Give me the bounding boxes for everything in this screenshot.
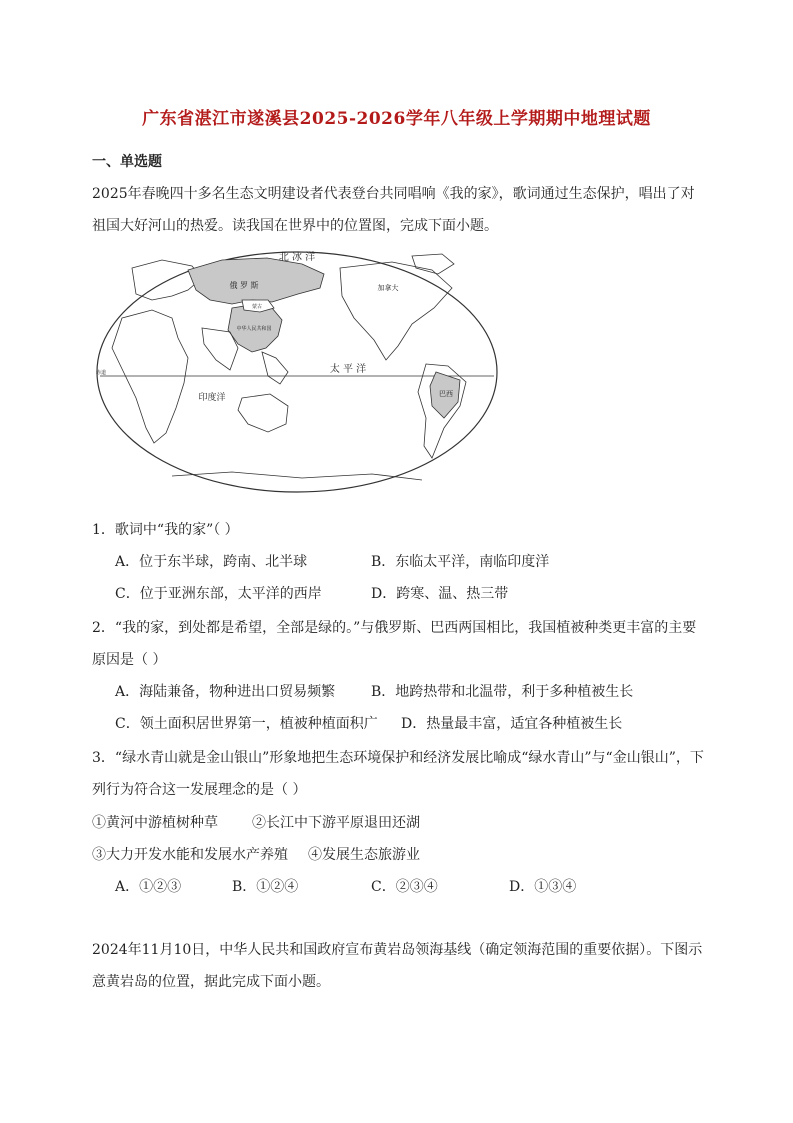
label-brazil: 巴西 — [439, 390, 453, 398]
q2-option-d[interactable]: D．热量最丰富，适宜各种植被生长 — [401, 716, 623, 732]
q1-option-d[interactable]: D．跨寒、温、热三带 — [371, 586, 509, 602]
q3-item-3: ③大力开发水能和发展水产养殖 — [92, 847, 288, 863]
question-3-stem: 3．“绿水青山就是金山银山”形象地把生态环境保护和经济发展比喻成“绿水青山”与“金山银山”，下列行为符合这一发展理念的是（ ） — [92, 750, 704, 798]
q2-option-a[interactable]: A．海陆兼备，物种进出口贸易频繁 — [115, 684, 336, 700]
label-indian-ocean: 印度洋 — [198, 393, 226, 403]
section-heading: 一、单选题 — [92, 154, 162, 170]
label-equator: 赤道 — [96, 370, 107, 376]
label-arctic-ocean: 北 冰 洋 — [278, 252, 316, 263]
q1-option-a[interactable]: A．位于东半球，跨南、北半球 — [115, 554, 308, 570]
label-pacific-ocean: 太 平 洋 — [329, 364, 367, 375]
q3-item-4: ④发展生态旅游业 — [308, 847, 420, 863]
q2-option-c[interactable]: C．领土面积居世界第一，植被种植面积广 — [115, 716, 378, 732]
q2-option-b[interactable]: B．地跨热带和北温带，利于多种植被生长 — [371, 684, 634, 700]
q3-option-a[interactable]: A．①②③ — [115, 879, 182, 895]
label-canada: 加拿大 — [377, 284, 399, 292]
q3-option-c[interactable]: C．②③④ — [371, 879, 438, 895]
question-2-stem: 2．“我的家，到处都是希望，全部是绿的。”与俄罗斯、巴西两国相比，我国植被种类更丰富的主要原因是（ ） — [92, 620, 697, 668]
world-map-figure — [92, 248, 502, 496]
q1-option-c[interactable]: C．位于亚洲东部，太平洋的西岸 — [115, 586, 322, 602]
label-china: 中华人民共和国 — [236, 326, 272, 332]
intro-paragraph-1: 2025年春晚四十多名生态文明建设者代表登台共同唱响《我的家》，歌词通过生态保护，唱出了对祖国大好河山的热爱。读我国在世界中的位置图，完成下面小题。 — [92, 186, 695, 234]
intro-paragraph-2: 2024年11月10日，中华人民共和国政府宣布黄岩岛领海基线（确定领海范围的重要依据）。下图示意黄岩岛的位置，据此完成下面小题。 — [92, 942, 703, 990]
q1-option-b[interactable]: B．东临太平洋，南临印度洋 — [371, 554, 550, 570]
q3-option-d[interactable]: D．①③④ — [509, 879, 577, 895]
q3-item-1: ①黄河中游植树种草 — [92, 815, 218, 831]
q3-option-b[interactable]: B．①②④ — [232, 879, 299, 895]
label-russia: 俄 罗 斯 — [229, 281, 259, 290]
page-title: 广东省湛江市遂溪县2025-2026学年八年级上学期期中地理试题 — [142, 109, 651, 129]
question-1-stem: 1．歌词中“我的家”（ ） — [92, 522, 239, 538]
q3-item-2: ②长江中下游平原退田还湖 — [252, 815, 420, 831]
label-mongolia: 蒙古 — [251, 304, 263, 310]
